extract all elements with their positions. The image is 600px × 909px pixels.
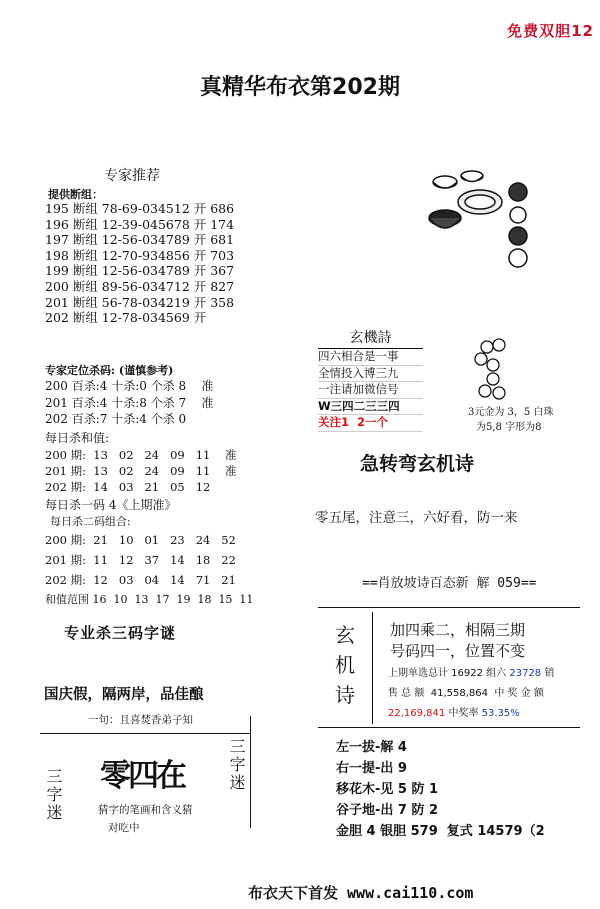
holiday-line: 国庆假，隔两岸，品佳酿 xyxy=(44,687,204,703)
sum-kill-row: 200 期: 13 02 24 09 11 准 xyxy=(45,448,237,462)
sum-kill-row: 202 期: 14 03 21 05 12 xyxy=(45,480,211,494)
sum-kill-heading-text: 每日杀和值: xyxy=(45,431,110,445)
two-kill-row: 201 期: 11 12 37 14 18 22 xyxy=(45,553,236,567)
stat-number: 23728 xyxy=(509,668,542,679)
expert-row: 198 断组 12-70-934856 开 703 xyxy=(45,247,235,263)
sum-kill-rows xyxy=(45,447,236,495)
poem-box xyxy=(318,327,423,432)
expert-row: 202 断组 12-78-034569 开 xyxy=(45,310,207,326)
sum-kill-row: 201 期: 13 02 24 09 11 准 xyxy=(45,464,237,478)
xuanji-label xyxy=(330,620,360,710)
tip-line: 谷子地-出 7 防 2 xyxy=(336,803,439,818)
ingot-coin-illustration xyxy=(420,160,540,280)
page-title: 真精华布衣第202期 xyxy=(200,75,400,100)
poem-heading: 玄機詩 xyxy=(318,327,423,349)
corner-tag: 免费双胆12 xyxy=(507,22,594,40)
expert-heading: 专家推荐 xyxy=(104,168,160,184)
expert-row: 201 断组 56-78-034219 开 358 xyxy=(45,294,235,310)
puzzle-heading: 专业杀三码字谜 xyxy=(64,624,177,642)
xuanji-char: 玄 xyxy=(335,623,355,647)
poem-line: 全情投入博三九 xyxy=(318,366,423,383)
expert-row: 199 断组 12-56-034789 开 367 xyxy=(45,263,235,279)
xuanji-char: 机 xyxy=(335,653,355,677)
poem-attention: 关注1 2一个 xyxy=(318,415,423,432)
position-kill-row: 201 百杀:4 十杀:8 个杀 7 准 xyxy=(45,395,214,410)
xuanji-line-1: 加四乘二，相隔三期 xyxy=(390,621,526,639)
sum-kill-heading xyxy=(45,430,109,447)
stat-line-2: 售 总 额 41,558,864 中 奖 金 额 xyxy=(388,688,544,699)
poem-line: 一注请加微信号 xyxy=(318,382,423,399)
two-kill-heading: 每日杀二码组合: xyxy=(50,515,131,528)
provider-label: 提供断组： xyxy=(48,188,103,201)
poem-line: W三四二三三四 xyxy=(318,399,423,416)
stat-line-3 xyxy=(388,704,520,719)
shengxiao-line: ==肖放坡诗百态新 解 059== xyxy=(362,576,537,591)
xuanji-char: 诗 xyxy=(335,683,355,707)
tip-line: 右一提-出 9 xyxy=(336,761,407,776)
poem-line: 四六相合是一事 xyxy=(318,349,423,366)
guess-line-2: 对吃中 xyxy=(108,822,140,834)
stat-text: 上期单选总计 16922 组六 xyxy=(388,668,510,679)
guess-line-1: 猜字的笔画和含义猜 xyxy=(98,804,193,816)
sum-range: 和值范围 16 10 13 17 19 18 15 11 xyxy=(45,593,254,606)
position-kill-row: 200 百杀:4 十杀:0 个杀 8 准 xyxy=(45,379,214,393)
poem-lines xyxy=(318,349,423,432)
one-kill-heading: 每日杀一码 4《上期准》 xyxy=(45,498,177,512)
divider xyxy=(250,716,251,828)
expert-rows xyxy=(45,201,234,326)
two-kill-rows xyxy=(45,530,236,590)
xuanji-line-2: 号码四一，位置不变 xyxy=(390,642,526,660)
stat-number: 22,169,841 xyxy=(388,708,446,719)
tips-list xyxy=(336,737,545,842)
position-kill-row: 202 百杀:7 十杀:4 个杀 0 xyxy=(45,412,187,426)
vertical-label-left: 三字迷 xyxy=(44,768,63,822)
expert-row: 196 断组 12-39-045678 开 174 xyxy=(45,216,235,232)
coins-caption-1: 3元金为 3，5 白珠 xyxy=(468,407,554,418)
position-kill-rows xyxy=(45,378,213,428)
tip-line: 左一拔-解 4 xyxy=(336,740,407,755)
divider xyxy=(318,727,580,728)
stat-text: 销 xyxy=(541,668,555,679)
big-chars: 零四在 xyxy=(100,758,184,794)
footer: 布衣天下首发 www.cai110.com xyxy=(248,884,474,902)
vertical-label-right: 三字迷 xyxy=(227,738,246,792)
divider xyxy=(372,612,373,724)
two-kill-row: 200 期: 21 10 01 23 24 52 xyxy=(45,533,236,547)
position-kill-heading: 专家定位杀码: (谨慎参考) xyxy=(45,364,174,377)
sharp-turn-heading: 急转弯玄机诗 xyxy=(360,453,475,475)
stat-line-1 xyxy=(388,664,554,679)
tip-line: 移花木-见 5 防 1 xyxy=(336,782,439,797)
coins-caption-2: 为5,8 字形为8 xyxy=(476,422,542,433)
expert-row: 200 断组 89-56-034712 开 827 xyxy=(45,278,235,294)
divider xyxy=(40,733,250,734)
expert-row: 197 断组 12-56-034789 开 681 xyxy=(45,232,235,248)
tail-line: 零五尾，注意三，六好看，防一来 xyxy=(315,510,518,526)
stat-text: 中奖率 xyxy=(445,708,482,719)
expert-row: 195 断组 78-69-034512 开 686 xyxy=(45,201,235,216)
stat-rate: 53.35% xyxy=(481,708,520,719)
tip-line: 金胆 4 银胆 579 复式 14579（2 xyxy=(336,824,545,839)
divider xyxy=(318,607,580,608)
bead-illustration xyxy=(465,335,545,405)
hint-line: 一句：且喜焚香弟子知 xyxy=(88,714,193,726)
two-kill-row: 202 期: 12 03 04 14 71 21 xyxy=(45,573,236,587)
